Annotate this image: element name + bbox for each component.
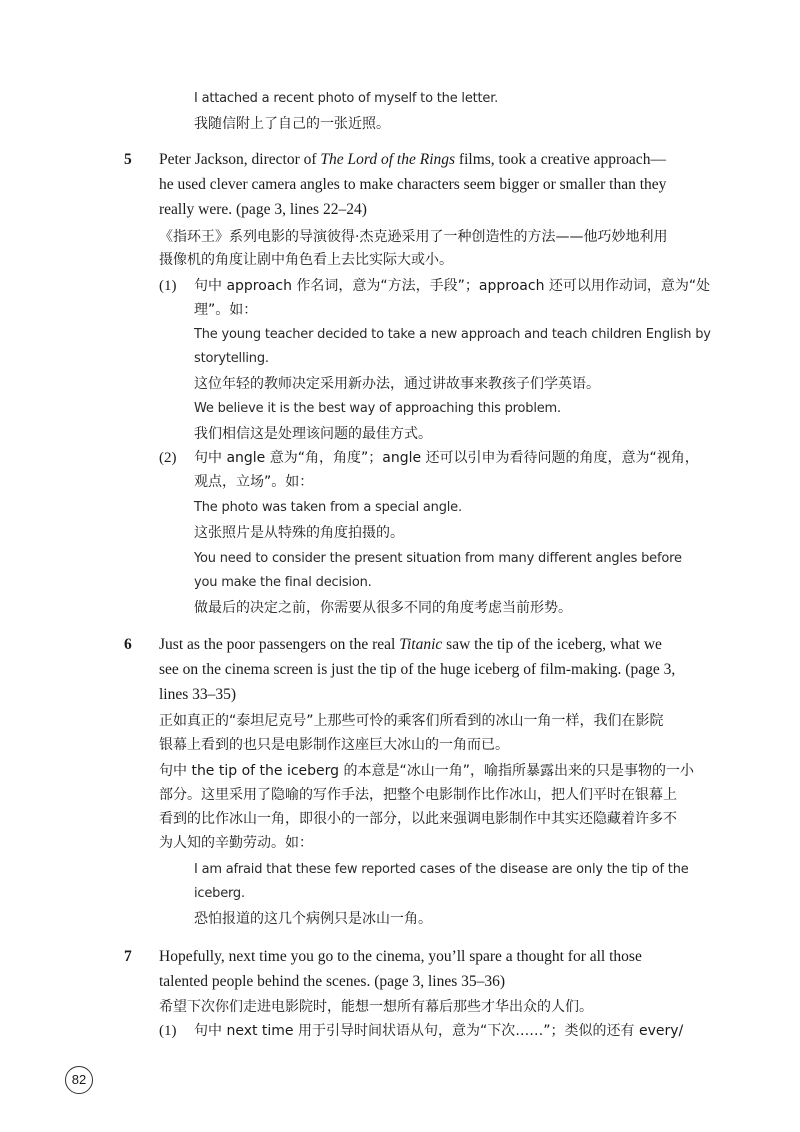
item-number: 5 bbox=[124, 151, 132, 168]
sub-label: (1) bbox=[159, 1023, 177, 1039]
item6-zh-line-3: 句中 the tip of the iceberg 的本意是“冰山一角”，喻指所暴露出来的只是事物的一小 bbox=[159, 763, 695, 779]
page-number: 82 bbox=[65, 1066, 93, 1094]
item7-en-line-1: Hopefully, next time you go to the cinema, you’ll spare a thought for all those bbox=[159, 948, 642, 965]
example-en: I am afraid that these few reported cases of the disease are only the tip of the bbox=[194, 862, 689, 877]
example-zh: 做最后的决定之前，你需要从很多不同的角度考虑当前形势。 bbox=[194, 600, 572, 616]
example-zh: 我们相信这是处理该问题的最佳方式。 bbox=[194, 426, 432, 442]
item5-sub2-line-2: 观点，立场”。如： bbox=[194, 474, 314, 490]
text-span: Just as the poor passengers on the real bbox=[159, 636, 400, 653]
item6-zh-line-6: 为人知的辛勤劳动。如： bbox=[159, 835, 313, 851]
example-zh: 这位年轻的教师决定采用新办法，通过讲故事来教孩子们学英语。 bbox=[194, 376, 600, 392]
example-en: The young teacher decided to take a new approach and teach children English by bbox=[194, 327, 711, 342]
item6-zh-line-2: 银幕上看到的也只是电影制作这座巨大冰山的一角而已。 bbox=[159, 737, 509, 753]
film-title: The Lord of the Rings bbox=[320, 151, 456, 168]
ship-name: Titanic bbox=[399, 636, 443, 653]
text-span: films, took a creative approach— bbox=[455, 151, 666, 168]
example-en: storytelling. bbox=[194, 351, 269, 366]
example-zh: 这张照片是从特殊的角度拍摄的。 bbox=[194, 525, 404, 541]
item6-en-line-2: see on the cinema screen is just the tip of the huge iceberg of film-making. (page 3, bbox=[159, 661, 676, 678]
item-number: 7 bbox=[124, 948, 132, 965]
item5-zh-line-1: 《指环王》系列电影的导演彼得·杰克逊采用了一种创造性的方法——他巧妙地利用 bbox=[159, 229, 668, 245]
item6-zh-line-4: 部分。这里采用了隐喻的写作手法，把整个电影制作比作冰山，把人们平时在银幕上 bbox=[159, 787, 677, 803]
example-en: You need to consider the present situation from many different angles before bbox=[194, 551, 682, 566]
item7-sub1-line-1: 句中 next time 用于引导时间状语从句，意为“下次……”；类似的还有 every/ bbox=[194, 1023, 684, 1039]
item5-sub1-line-1: 句中 approach 作名词，意为“方法，手段”；approach 还可以用作动词，意为“处 bbox=[194, 278, 711, 294]
item5-sub2-line-1: 句中 angle 意为“角，角度”；angle 还可以引申为看待问题的角度，意为“视角， bbox=[194, 450, 699, 466]
item-number: 6 bbox=[124, 636, 132, 653]
sub-label: (2) bbox=[159, 450, 177, 466]
item5-sub1-line-2: 理”。如： bbox=[194, 302, 258, 318]
item5-en-line-2: he used clever camera angles to make characters seem bigger or smaller than they bbox=[159, 176, 667, 193]
item6-zh-line-1: 正如真正的“泰坦尼克号”上那些可怜的乘客们所看到的冰山一角一样，我们在影院 bbox=[159, 713, 664, 729]
text-span: saw the tip of the iceberg, what we bbox=[442, 636, 662, 653]
example-zh: 恐怕报道的这几个病例只是冰山一角。 bbox=[194, 911, 432, 927]
sub-label: (1) bbox=[159, 278, 177, 294]
item7-en-line-2: talented people behind the scenes. (page 3, lines 35–36) bbox=[159, 973, 506, 990]
item7-zh-line-1: 希望下次你们走进电影院时，能想一想所有幕后那些才华出众的人们。 bbox=[159, 999, 593, 1015]
item5-en-line-1 bbox=[159, 149, 666, 171]
example-sentence-en: I attached a recent photo of myself to the letter. bbox=[194, 91, 499, 106]
item6-zh-line-5: 看到的比作冰山一角，即很小的一部分，以此来强调电影制作中其实还隐藏着许多不 bbox=[159, 811, 677, 827]
item5-en-line-3: really were. (page 3, lines 22–24) bbox=[159, 201, 367, 218]
example-en: The photo was taken from a special angle. bbox=[194, 500, 462, 515]
example-en: We believe it is the best way of approaching this problem. bbox=[194, 401, 561, 416]
item6-en-line-1 bbox=[159, 634, 662, 656]
example-sentence-zh: 我随信附上了自己的一张近照。 bbox=[194, 116, 390, 132]
item5-zh-line-2: 摄像机的角度让剧中角色看上去比实际大或小。 bbox=[159, 252, 453, 268]
example-en: iceberg. bbox=[194, 886, 245, 901]
item6-en-line-3: lines 33–35) bbox=[159, 686, 237, 703]
text-span: Peter Jackson, director of bbox=[159, 151, 321, 168]
example-en: you make the final decision. bbox=[194, 575, 372, 590]
